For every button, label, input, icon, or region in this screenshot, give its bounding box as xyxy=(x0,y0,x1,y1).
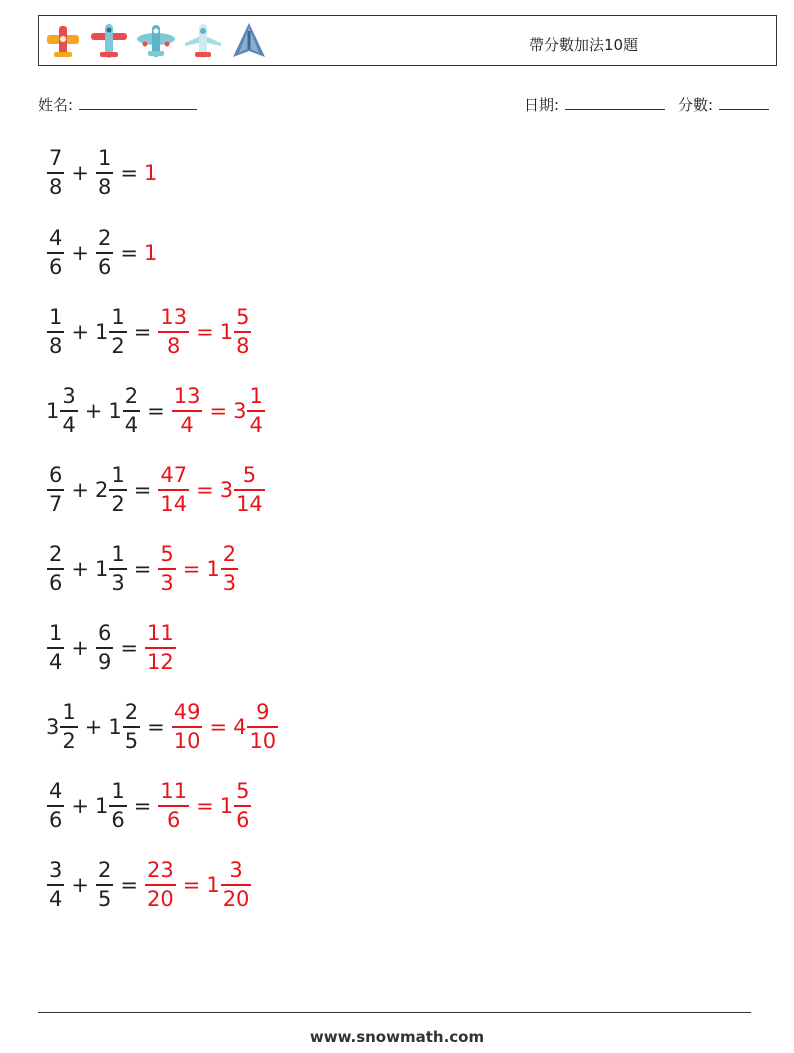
red-plane-icon xyxy=(89,21,129,61)
answer xyxy=(157,543,239,595)
fraction xyxy=(158,543,175,595)
whole-number: 1 xyxy=(108,715,122,739)
addend-b xyxy=(108,701,141,753)
numerator: 11 xyxy=(146,621,174,646)
equals-sign: = xyxy=(133,478,152,502)
equals-sign: = xyxy=(209,399,228,423)
score-label: 分數: xyxy=(678,96,714,114)
problem-row xyxy=(46,143,157,203)
denominator: 6 xyxy=(49,807,63,832)
fraction-bar xyxy=(172,410,203,412)
whole-number: 3 xyxy=(233,399,247,423)
equals-sign: = xyxy=(196,320,214,344)
denominator: 10 xyxy=(173,728,201,753)
numerator: 2 xyxy=(97,226,112,251)
answer xyxy=(157,306,252,358)
fraction xyxy=(172,385,203,437)
plus-sign: + xyxy=(71,320,89,344)
jet-icon xyxy=(229,21,269,61)
fraction xyxy=(47,622,64,674)
fraction-bar xyxy=(234,489,265,491)
denominator: 6 xyxy=(111,807,125,832)
plus-sign: + xyxy=(71,478,89,502)
numerator: 5 xyxy=(236,779,250,804)
fraction xyxy=(96,859,113,911)
fraction-bar xyxy=(47,805,64,807)
denominator: 4 xyxy=(124,412,139,437)
denominator: 8 xyxy=(236,333,250,358)
improper-fraction xyxy=(171,385,204,437)
whole-number: 4 xyxy=(233,715,247,739)
fraction xyxy=(234,780,251,832)
whole-number: 1 xyxy=(94,794,109,818)
fraction-bar xyxy=(145,647,176,649)
denominator: 8 xyxy=(97,174,112,199)
improper-fraction xyxy=(144,859,177,911)
numerator: 47 xyxy=(160,463,188,488)
equals-sign: = xyxy=(147,399,165,423)
fraction-bar xyxy=(158,331,189,333)
denominator: 2 xyxy=(111,491,125,516)
equals-sign: = xyxy=(133,794,152,818)
fraction xyxy=(47,227,64,279)
fraction-bar xyxy=(47,489,64,491)
improper-fraction xyxy=(157,306,190,358)
addend-b xyxy=(95,622,114,674)
fraction xyxy=(158,306,189,358)
improper-fraction xyxy=(157,543,176,595)
date-field xyxy=(524,93,665,115)
numerator: 5 xyxy=(242,463,257,488)
fraction-bar xyxy=(109,805,126,807)
denominator: 3 xyxy=(222,570,237,595)
numerator: 6 xyxy=(49,463,63,488)
header-box xyxy=(38,15,777,66)
numerator: 1 xyxy=(249,384,263,409)
result-mixed-number xyxy=(233,385,266,437)
answer xyxy=(171,701,279,753)
date-label: 日期: xyxy=(524,96,560,114)
equals-sign: = xyxy=(182,873,201,897)
numerator: 6 xyxy=(97,621,112,646)
answer xyxy=(144,161,157,185)
whole-number: 1 xyxy=(143,161,158,185)
addend-a xyxy=(46,464,65,516)
fraction-bar xyxy=(96,647,113,649)
denominator: 10 xyxy=(249,728,277,753)
addend-b xyxy=(95,780,128,832)
fraction-bar xyxy=(60,410,77,412)
addend-b xyxy=(95,543,128,595)
equals-sign: = xyxy=(120,241,138,265)
problem-row xyxy=(46,697,279,757)
fraction-bar xyxy=(172,726,203,728)
problem-row xyxy=(46,618,177,678)
fraction xyxy=(123,385,140,437)
numerator: 9 xyxy=(256,700,270,725)
denominator: 3 xyxy=(111,570,125,595)
numerator: 4 xyxy=(49,226,63,251)
score-blank[interactable] xyxy=(719,93,769,110)
denominator: 4 xyxy=(49,886,63,911)
fraction xyxy=(96,622,113,674)
plus-sign: + xyxy=(71,241,89,265)
result-mixed-number xyxy=(144,161,157,185)
blue-plane-icon xyxy=(135,21,177,61)
fraction xyxy=(47,464,64,516)
equals-sign: = xyxy=(147,715,165,739)
airplane-icons xyxy=(43,20,269,62)
numerator: 2 xyxy=(97,858,112,883)
fraction xyxy=(109,780,126,832)
numerator: 4 xyxy=(49,779,63,804)
answer xyxy=(157,780,252,832)
addend-b xyxy=(95,227,114,279)
numerator: 3 xyxy=(49,858,63,883)
answer xyxy=(144,859,252,911)
orange-plane-icon xyxy=(43,21,83,61)
denominator: 2 xyxy=(62,728,76,753)
date-blank[interactable] xyxy=(565,93,665,110)
numerator: 2 xyxy=(222,542,237,567)
addend-a xyxy=(46,780,65,832)
fraction-bar xyxy=(96,172,113,174)
numerator: 5 xyxy=(236,305,250,330)
equals-sign: = xyxy=(196,794,214,818)
plus-sign: + xyxy=(71,794,89,818)
fraction xyxy=(145,859,176,911)
whole-number: 3 xyxy=(46,715,60,739)
numerator: 2 xyxy=(124,700,139,725)
fraction xyxy=(221,543,238,595)
addend-a xyxy=(46,385,79,437)
fraction xyxy=(145,622,176,674)
fraction xyxy=(109,543,126,595)
denominator: 5 xyxy=(124,728,139,753)
whole-number: 2 xyxy=(94,478,109,502)
problem-row xyxy=(46,302,252,362)
fraction xyxy=(234,464,265,516)
whole-number: 1 xyxy=(206,873,220,897)
fraction-bar xyxy=(247,726,278,728)
fraction xyxy=(47,147,64,199)
problem-row xyxy=(46,539,239,599)
fraction-bar xyxy=(234,805,251,807)
whole-number: 1 xyxy=(94,557,109,581)
result-mixed-number xyxy=(220,306,253,358)
numerator: 13 xyxy=(160,305,188,330)
addend-b xyxy=(95,859,114,911)
numerator: 2 xyxy=(49,542,63,567)
plus-sign: + xyxy=(84,399,103,423)
numerator: 7 xyxy=(49,146,63,171)
fraction xyxy=(247,701,278,753)
numerator: 2 xyxy=(124,384,139,409)
answer xyxy=(144,241,157,265)
fraction xyxy=(123,701,140,753)
problem-row xyxy=(46,776,252,836)
fraction-bar xyxy=(109,568,126,570)
fraction xyxy=(234,306,251,358)
fraction xyxy=(158,780,189,832)
equals-sign: = xyxy=(182,557,201,581)
result-mixed-number xyxy=(220,464,266,516)
fraction-bar xyxy=(60,726,77,728)
plus-sign: + xyxy=(84,715,103,739)
fraction xyxy=(109,306,126,358)
fraction-bar xyxy=(47,252,64,254)
page-title: 帶分數加法10題 xyxy=(529,36,639,54)
denominator: 8 xyxy=(49,333,63,358)
addend-b xyxy=(95,464,128,516)
numerator: 3 xyxy=(62,384,76,409)
fraction-bar xyxy=(123,726,140,728)
plus-sign: + xyxy=(71,557,89,581)
whole-number: 1 xyxy=(219,320,234,344)
fraction xyxy=(247,385,264,437)
denominator: 7 xyxy=(49,491,63,516)
denominator: 6 xyxy=(49,254,63,279)
numerator: 1 xyxy=(97,146,112,171)
whole-number: 1 xyxy=(206,557,220,581)
whole-number: 1 xyxy=(94,320,109,344)
result-mixed-number xyxy=(206,543,239,595)
result-mixed-number xyxy=(220,780,253,832)
denominator: 14 xyxy=(160,491,188,516)
fraction-bar xyxy=(123,410,140,412)
result-mixed-number xyxy=(144,622,177,674)
denominator: 5 xyxy=(97,886,112,911)
denominator: 6 xyxy=(167,807,181,832)
teal-plane-icon xyxy=(183,21,223,61)
problem-row xyxy=(46,223,157,283)
problem-row xyxy=(46,855,252,915)
numerator: 1 xyxy=(62,700,76,725)
denominator: 6 xyxy=(97,254,112,279)
plus-sign: + xyxy=(71,161,89,185)
denominator: 4 xyxy=(62,412,76,437)
fraction xyxy=(47,543,64,595)
numerator: 1 xyxy=(111,305,125,330)
denominator: 2 xyxy=(111,333,125,358)
fraction xyxy=(158,464,189,516)
fraction-bar xyxy=(158,568,175,570)
fraction-bar xyxy=(145,884,176,886)
numerator: 13 xyxy=(173,384,201,409)
denominator: 14 xyxy=(236,491,263,516)
addend-a xyxy=(46,543,65,595)
improper-fraction xyxy=(157,464,190,516)
numerator: 11 xyxy=(160,779,188,804)
result-mixed-number xyxy=(144,241,157,265)
fraction-bar xyxy=(158,805,189,807)
fraction-bar xyxy=(234,331,251,333)
result-mixed-number xyxy=(206,859,252,911)
denominator: 4 xyxy=(249,412,263,437)
whole-number: 1 xyxy=(46,399,60,423)
addend-b xyxy=(95,147,114,199)
whole-number: 1 xyxy=(108,399,122,423)
addend-a xyxy=(46,701,79,753)
problem-row xyxy=(46,381,266,441)
footer-divider xyxy=(38,1012,751,1013)
denominator: 6 xyxy=(236,807,250,832)
fraction-bar xyxy=(109,331,126,333)
denominator: 8 xyxy=(49,174,63,199)
fraction xyxy=(172,701,203,753)
addend-a xyxy=(46,227,65,279)
denominator: 9 xyxy=(97,649,112,674)
result-mixed-number xyxy=(233,701,279,753)
footer-website: www.snowmath.com xyxy=(309,1028,485,1046)
fraction-bar xyxy=(96,252,113,254)
fraction-bar xyxy=(47,647,64,649)
fraction-bar xyxy=(47,884,64,886)
answer xyxy=(171,385,266,437)
denominator: 6 xyxy=(49,570,63,595)
addend-b xyxy=(108,385,141,437)
improper-fraction xyxy=(171,701,204,753)
whole-number: 1 xyxy=(143,241,158,265)
numerator: 1 xyxy=(111,542,125,567)
answer xyxy=(157,464,265,516)
fraction-bar xyxy=(158,489,189,491)
addend-a xyxy=(46,147,65,199)
equals-sign: = xyxy=(209,715,228,739)
denominator: 20 xyxy=(222,886,250,911)
whole-number: 3 xyxy=(219,478,234,502)
denominator: 3 xyxy=(160,570,174,595)
fraction xyxy=(60,701,77,753)
fraction xyxy=(60,385,77,437)
denominator: 8 xyxy=(167,333,181,358)
answer xyxy=(144,622,177,674)
equals-sign: = xyxy=(120,161,138,185)
addend-b xyxy=(95,306,128,358)
addend-a xyxy=(46,622,65,674)
denominator: 12 xyxy=(146,649,174,674)
name-field xyxy=(38,93,197,115)
numerator: 5 xyxy=(160,542,174,567)
fraction-bar xyxy=(96,884,113,886)
fraction xyxy=(221,859,252,911)
equals-sign: = xyxy=(120,873,138,897)
numerator: 1 xyxy=(111,779,125,804)
addend-a xyxy=(46,859,65,911)
equals-sign: = xyxy=(120,636,138,660)
fraction xyxy=(96,227,113,279)
name-blank[interactable] xyxy=(79,93,197,110)
fraction-bar xyxy=(109,489,126,491)
fraction-bar xyxy=(221,568,238,570)
numerator: 1 xyxy=(49,621,63,646)
fraction xyxy=(47,859,64,911)
equals-sign: = xyxy=(196,478,214,502)
equals-sign: = xyxy=(133,557,152,581)
name-label: 姓名: xyxy=(38,96,74,114)
plus-sign: + xyxy=(71,636,89,660)
denominator: 4 xyxy=(49,649,63,674)
numerator: 49 xyxy=(173,700,201,725)
numerator: 1 xyxy=(111,463,125,488)
numerator: 23 xyxy=(146,858,174,883)
problem-row xyxy=(46,460,266,520)
fraction-bar xyxy=(47,331,64,333)
fraction xyxy=(96,147,113,199)
score-field xyxy=(678,93,769,115)
fraction-bar xyxy=(247,410,264,412)
fraction xyxy=(47,780,64,832)
fraction-bar xyxy=(47,172,64,174)
equals-sign: = xyxy=(133,320,152,344)
fraction-bar xyxy=(221,884,252,886)
denominator: 20 xyxy=(146,886,174,911)
fraction xyxy=(47,306,64,358)
whole-number: 1 xyxy=(219,794,234,818)
fraction-bar xyxy=(47,568,64,570)
improper-fraction xyxy=(157,780,190,832)
denominator: 4 xyxy=(180,412,194,437)
addend-a xyxy=(46,306,65,358)
fraction xyxy=(109,464,126,516)
numerator: 1 xyxy=(49,305,63,330)
plus-sign: + xyxy=(71,873,89,897)
numerator: 3 xyxy=(229,858,243,883)
